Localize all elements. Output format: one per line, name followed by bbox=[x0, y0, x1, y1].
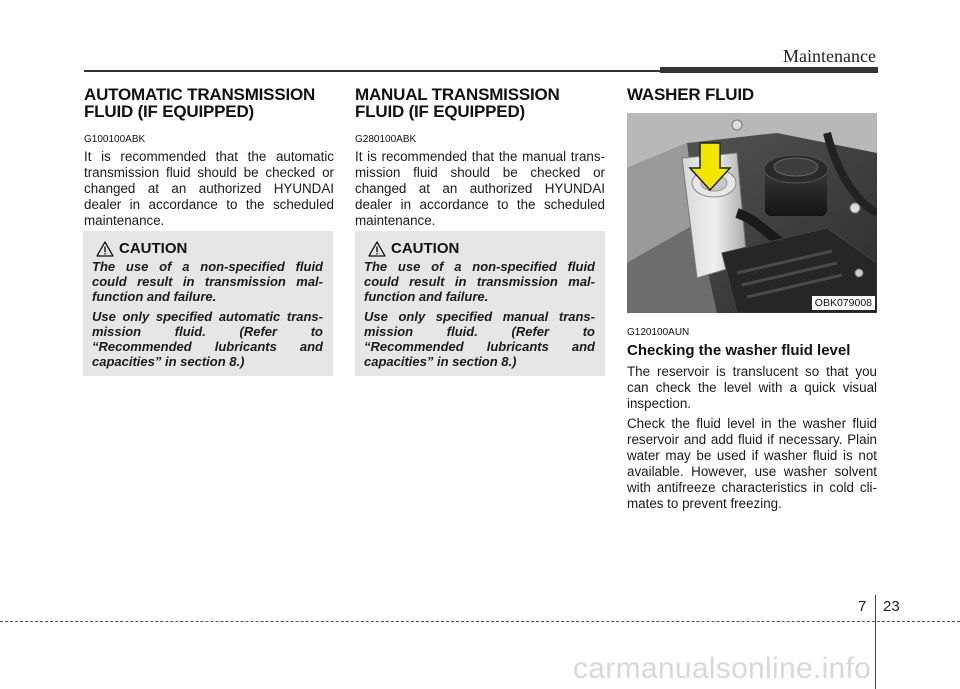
engine-bay-photo bbox=[627, 113, 877, 313]
section-title: MANUAL TRANSMISSION FLUID (IF EQUIPPED) bbox=[355, 85, 560, 121]
header-rule bbox=[84, 70, 660, 72]
caution-text: The use of a non-specified fluid could result in transmission mal-function and failure. bbox=[92, 259, 323, 304]
watermark: carmanualsonline.info bbox=[573, 652, 872, 685]
header-rule-accent bbox=[660, 67, 878, 73]
chapter-number: 7 bbox=[858, 598, 867, 615]
caution-header bbox=[92, 240, 323, 257]
section-code: G100100ABK bbox=[84, 134, 146, 145]
section-code: G280100ABK bbox=[355, 134, 417, 145]
section-paragraph: It is recommended that the manual trans-mission fluid should be checked or changed at an authorized HYUNDAI dealer in accordance to the scheduled maintenance. bbox=[355, 149, 605, 228]
subsection-heading: Checking the washer fluid level bbox=[627, 342, 851, 359]
caution-text: Use only specified manual trans-mission fluid. (Refer to “Recommended lubricants and capacities” in section 8.) bbox=[364, 309, 595, 369]
caution-label: CAUTION bbox=[119, 240, 188, 257]
caution-box bbox=[83, 231, 333, 376]
section-automatic-transmission bbox=[84, 86, 334, 229]
page-number: 23 bbox=[883, 598, 900, 615]
caution-text: Use only specified automatic trans-mission fluid. (Refer to “Recommended lubricants and capacities” in section 8.) bbox=[92, 309, 323, 369]
caution-text: The use of a non-specified fluid could result in transmission mal-function and failure. bbox=[364, 259, 595, 304]
section-paragraph: It is recommended that the automatic transmission fluid should be checked or changed at an authorized HYUNDAI dealer in accordance to the scheduled maintenance. bbox=[84, 149, 334, 228]
section-title: AUTOMATIC TRANSMISSION FLUID (IF EQUIPPED) bbox=[84, 85, 316, 121]
warning-triangle-icon bbox=[96, 241, 114, 257]
engine-bay-illustration bbox=[627, 113, 877, 313]
warning-triangle-icon bbox=[368, 241, 386, 257]
section-code: G120100AUN bbox=[627, 327, 690, 338]
page-number-divider bbox=[875, 595, 876, 689]
section-paragraph: Check the fluid level in the washer fluid reservoir and add fluid if necessary. Plain water may be used if washer fluid is not available. However, use washer solvent with antifreeze characteristics in cold cli-mates to prevent freezing. bbox=[627, 416, 877, 511]
photo-code: OBK079008 bbox=[812, 296, 875, 310]
section-manual-transmission bbox=[355, 86, 605, 229]
caution-label: CAUTION bbox=[391, 240, 460, 257]
section-washer-fluid bbox=[627, 86, 877, 512]
header-title: Maintenance bbox=[783, 46, 876, 66]
section-paragraph: The reservoir is translucent so that you can check the level with a quick visual inspection. bbox=[627, 364, 877, 411]
section-title: WASHER FLUID bbox=[627, 85, 754, 104]
footer-rule bbox=[0, 621, 960, 622]
caution-box bbox=[355, 231, 605, 376]
caution-header bbox=[364, 240, 595, 257]
